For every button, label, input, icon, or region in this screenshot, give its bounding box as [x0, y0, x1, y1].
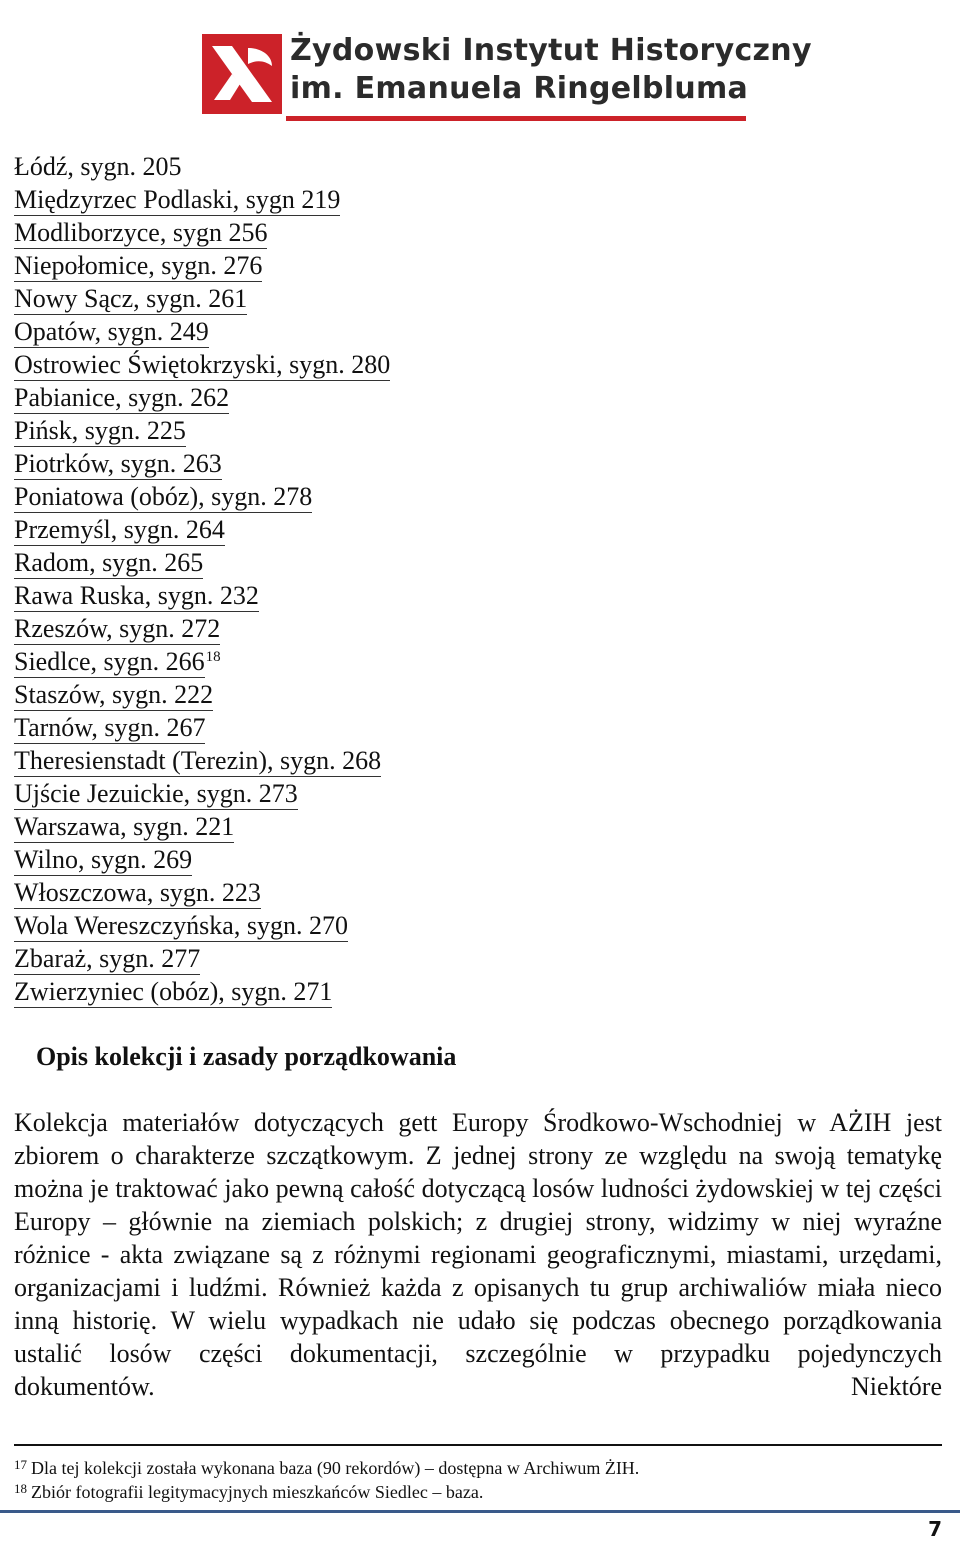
list-item — [14, 381, 390, 414]
document-header — [168, 24, 812, 128]
list-item — [14, 612, 390, 645]
list-item — [14, 678, 390, 711]
place-link[interactable]: Zwierzyniec (obóz), sygn. 271 — [14, 977, 333, 1006]
place-link[interactable]: Rawa Ruska, sygn. 232 — [14, 581, 259, 610]
list-item — [14, 513, 390, 546]
list-item — [14, 249, 390, 282]
section-paragraph: Kolekcja materiałów dotyczących gett Europy Środkowo-Wschodniej w AŻIH jest zbiorem o charakterze szczątkowym. Z jednej strony ze względu na swoją tematykę można je traktować jako pewną całość dotyczącą losów ludności żydowskiej w tej części Europy – głównie na ziemiach polskich; z drugiej strony, widzimy w niej wyraźne różnice - akta związane są z różnymi regionami geograficznymi, miastami, urzędami, organizacjami i ludźmi. Również każda z opisanych tu grup archiwaliów miała nieco inną historię. W wielu wypadkach nie udało się podczas obecnego porządkowania ustalić losów części dokumentacji, szczególnie w przypadku pojedynczych dokumentów. Niektóre — [14, 1108, 942, 1401]
list-item — [14, 579, 390, 612]
place-link[interactable]: Staszów, sygn. 222 — [14, 680, 214, 709]
place-link[interactable]: Siedlce, sygn. 266 — [14, 647, 205, 676]
footnote-18 — [14, 1480, 639, 1504]
list-item — [14, 744, 390, 777]
zih-logo-icon — [202, 34, 282, 114]
place-link[interactable]: Pińsk, sygn. 225 — [14, 416, 186, 445]
place-link[interactable]: Przemyśl, sygn. 264 — [14, 515, 225, 544]
list-item — [14, 414, 390, 447]
section-heading: Opis kolekcji i zasady porządkowania — [36, 1042, 457, 1071]
place-link[interactable]: Niepołomice, sygn. 276 — [14, 251, 263, 280]
footnote-17 — [14, 1456, 639, 1480]
place-link[interactable]: Nowy Sącz, sygn. 261 — [14, 284, 248, 313]
place-link[interactable]: Radom, sygn. 265 — [14, 548, 204, 577]
place-link[interactable]: Włoszczowa, sygn. 223 — [14, 878, 261, 907]
list-item — [14, 975, 390, 1008]
footnote-number: 17 — [14, 1457, 27, 1472]
page-footer-divider — [0, 1510, 960, 1513]
footnote-text: Zbiór fotografii legitymacyjnych mieszkańców Siedlec – baza. — [31, 1482, 484, 1502]
place-link[interactable]: Pabianice, sygn. 262 — [14, 383, 230, 412]
place-index-list — [14, 150, 390, 1008]
footnotes — [14, 1456, 639, 1504]
place-link[interactable]: Rzeszów, sygn. 272 — [14, 614, 221, 643]
place-link[interactable]: Ujście Jezuickie, sygn. 273 — [14, 779, 298, 808]
institution-line-2: im. Emanuela Ringelbluma — [290, 71, 749, 106]
place-link[interactable]: Modliborzyce, sygn 256 — [14, 218, 268, 247]
footnote-ref[interactable]: 18 — [205, 649, 221, 665]
list-item — [14, 150, 390, 183]
footnote-number: 18 — [14, 1481, 27, 1496]
place-link[interactable]: Ostrowiec Świętokrzyski, sygn. 280 — [14, 350, 391, 379]
list-item — [14, 216, 390, 249]
institution-name — [290, 32, 812, 108]
page-number: 7 — [928, 1517, 942, 1541]
place-link[interactable]: Tarnów, sygn. 267 — [14, 713, 206, 742]
list-item — [14, 315, 390, 348]
list-item — [14, 942, 390, 975]
place-link: Łódź, sygn. 205 — [14, 152, 182, 181]
list-item — [14, 777, 390, 810]
place-link[interactable]: Warszawa, sygn. 221 — [14, 812, 235, 841]
list-item — [14, 909, 390, 942]
list-item — [14, 843, 390, 876]
list-item — [14, 447, 390, 480]
list-item — [14, 282, 390, 315]
place-link[interactable]: Opatów, sygn. 249 — [14, 317, 209, 346]
place-link[interactable]: Wola Wereszczyńska, sygn. 270 — [14, 911, 348, 940]
list-item — [14, 546, 390, 579]
place-link[interactable]: Wilno, sygn. 269 — [14, 845, 193, 874]
list-item — [14, 183, 390, 216]
list-item — [14, 645, 390, 678]
institution-line-1: Żydowski Instytut Historyczny — [290, 33, 812, 68]
footnote-divider — [14, 1444, 942, 1446]
place-link[interactable]: Zbaraż, sygn. 277 — [14, 944, 201, 973]
place-link[interactable]: Piotrków, sygn. 263 — [14, 449, 222, 478]
place-link[interactable]: Międzyrzec Podlaski, sygn 219 — [14, 185, 341, 214]
place-link[interactable]: Poniatowa (obóz), sygn. 278 — [14, 482, 313, 511]
place-link[interactable]: Theresienstadt (Terezin), sygn. 268 — [14, 746, 382, 775]
list-item — [14, 348, 390, 381]
list-item — [14, 810, 390, 843]
list-item — [14, 711, 390, 744]
list-item — [14, 876, 390, 909]
footnote-text: Dla tej kolekcji została wykonana baza (90 rekordów) – dostępna w Archiwum ŻIH. — [31, 1458, 640, 1478]
list-item — [14, 480, 390, 513]
logo-underline — [286, 116, 746, 121]
